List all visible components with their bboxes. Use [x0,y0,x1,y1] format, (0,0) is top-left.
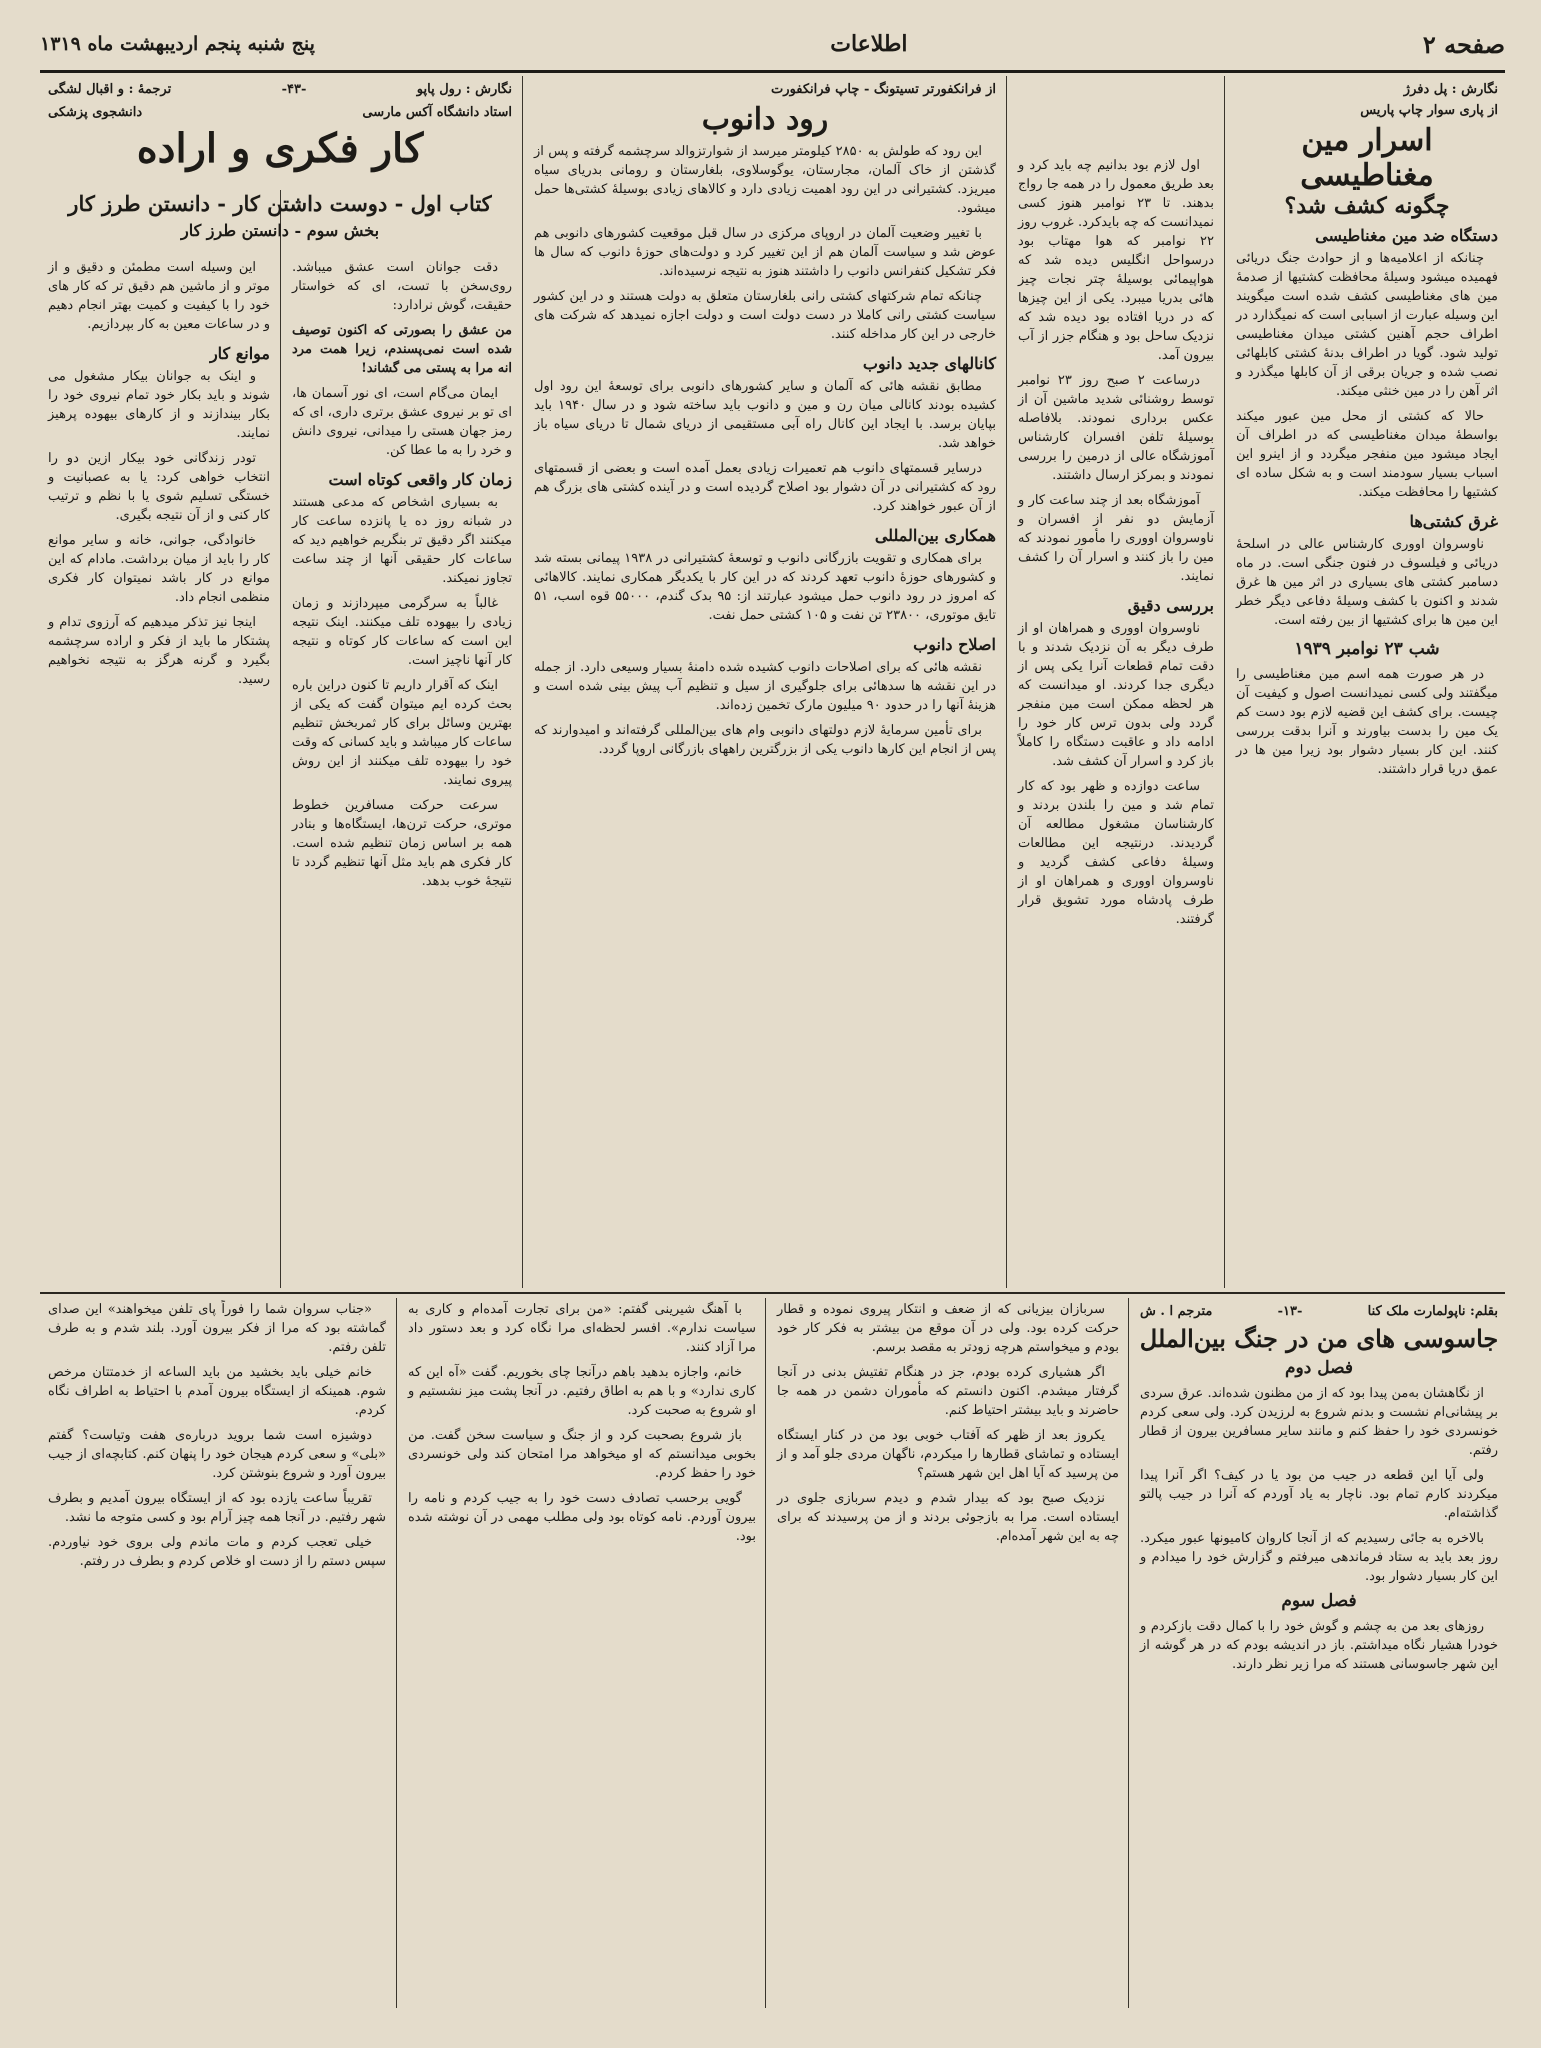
masthead [40,18,1505,73]
paragraph: سرعت حرکت مسافرین خطوط موتری، حرکت ترن‌ها، ایستگاه‌ها و بنادر همه بر اساس زمان تنظیم شده است. کار فکری هم باید مثل آنها تنظیم گردد تا نتیجهٔ خوب بدهد. [292,798,512,889]
magnetic-mine-article [1232,78,1502,1288]
column-rule [280,190,281,1288]
paragraph: و اینک به جوانان بیکار مشغول می شوند و باید بکار خود تمام نیروی خود را بکار بیندازند و از کارهای بیهوده پرهیز نمایند. [48,369,270,441]
article-part: بخش سوم - دانستن طرز کار [180,221,380,240]
paragraph: مطابق نقشه هائی که آلمان و سایر کشورهای دانوبی برای توسعهٔ این رود اول کشیده بودند کانالی میان رن و مین و دانوب باید ساخته شود و در سال ۱۹۴۰ باید بپایان برسد. با ایجاد این کانال راه آبی مستقیمی از دریای شمال تا دریای سیاه باز خواهد شد. [534,378,997,451]
paragraph: درساعت ۲ صبح روز ۲۳ نوامبر توسط روشنائی شدید ماشین آن از عکس برداری نمودند. بلافاصله بوسیلهٔ تلفن افسران کارشناس آموزشگاه عالی از درمین را بررسی نمودند و بمرکز ارسال داشتند. [1018,373,1214,483]
paragraph: غالباً به سرگرمی میپردازند و زمان زیادی را بیهوده تلف میکنند. اینک نتیجه این است که ساعات کار کوتاه و نتیجه کار آنها ناچیز است. [292,596,512,668]
paragraph: خانوادگی، جوانی، خانه و سایر موانع کار را باید از میان برداشت. مادام که این موانع در کار باشد نمیتوان کار فکری منظمی انجام داد. [48,533,270,605]
paragraph: ناوسروان اوورى و همراهان او از طرف دیگر به آن نزدیک شدند و با دقت تمام قطعات آنرا یکی پس از دیگری جدا کردند. او میدانست که هر لحظه ممکن است مین منفجر گردد ولی بدون ترس کار خود را ادامه داد و عاقبت دستگاه را کاملاً باز کرد و اسرار آن کشف شد. [1018,621,1214,769]
article-subtitle: چگونه کشف شد؟ [1284,193,1450,219]
willpower-subheads [44,192,516,254]
paragraph: با آهنگ شیرینی گفتم: «من برای تجارت آمده‌ام و کاری به سیاست ندارم». افسر لحظه‌ای مرا نگاه کرد و بعد دستور داد مرا آزاد کنند. [408,1302,756,1355]
paragraph: خانم، واجازه بدهید باهم درآنجا چای بخوریم. گفت «آه این که کاری ندارد» و با هم به اطاق رفتیم. در آنجا پشت میز نشستیم و او شروع به صحبت کرد. [408,1365,756,1418]
paragraph: اینجا نیز تذکر میدهیم که آرزوی تدام و پشتکار ما باید از فکر و اراده سرچشمه بگیرد و گرنه هرگز به نتیجه نخواهیم رسید. [48,615,270,687]
paragraph: دوشیزه است شما بروید درباره‌ی هفت وتیاست؟ گفتم «بلی» و سعی کردم هیجان خود را پنهان کنم. کتابچه‌ای از جیب بیرون آورد و شروع بنوشتن کرد. [48,1428,386,1481]
paragraph: چنانکه از اعلامیه‌ها و از حوادث جنگ دریائی فهمیده میشود وسیلهٔ محافظت کشتیها از صدمهٔ مین های مغناطیسی کشف شده است میگویند این وسیله عبارت از اسبابی است که نمیگذارد در اطراف حجم آهنین کشتی میدان مغناطیسی تولید شود. گویا در اطراف بدنهٔ کشتی کابلهائی نصب شده و جریان برقی از آن کابلها میگذرد و اثر آهن را در مین خنثی میکند. [1236,251,1498,399]
paragraph: برای همکاری و تقویت بازرگانی دانوب و توسعهٔ کشتیرانی در ۱۹۳۸ پیمانی بسته شد و کشورهای حوزهٔ دانوب تعهد کردند که در این کار با یکدیگر همکاری نمایند. کالاهائی که امروز در رود دانوب حمل میشود عبارتند از: ۹۵ بدک گندم، ۵۵۰۰۰ قوه اسب، ۵۱ تایق موتوری، ۲۳۸۰۰ تن نفت و ۱۰۵ کشتی حمل نفت. [534,550,996,623]
paragraph: دقت جوانان است عشق میباشد. روی‌سخن با تست، ای که خواستار حقیقت، گوش نرادارد: [292,260,512,313]
paragraph: این رود که طولش به ۲۸۵۰ کیلومتر میرسد از شوارتزوالد سرچشمه گرفته و پس از گذشتن از خاک آلمان، مجارستان، یوگوسلاوی، بلغارستان و رومانی بدریای سیاه میریزد. کشتیرانی در این رود اهمیت زیادی دارد و کالاهای زیادی بوسیلهٔ کشتی‌ها حمل میشود. [534,143,996,216]
article-title: رود دانوب [701,102,829,137]
willpower-header [44,78,516,190]
article-author: بقلم: ناپولمارت ملک کنا [1367,1304,1498,1319]
translator-title: دانشجوی پزشکی [48,105,143,120]
dated-heading: شب ۲۳ نوامبر ۱۹۳۹ [1294,639,1440,659]
section-divider [40,1292,1505,1294]
column-rule [1128,1298,1129,2008]
danube-article [530,78,1000,1288]
credits-row [48,103,512,122]
paragraph: تودر زندگانی خود بیکار ازین دو را انتخاب خواهی کرد: یا به عصبانیت و خستگی تسلیم شوی یا با نظم و ترتیب کار کنی و از آن نتیجه بگیری. [48,451,270,523]
column-rule [1006,76,1007,1288]
section-heading: بررسی دقیق [1127,596,1214,615]
paragraph: حالا که کشتی از محل مین عبور میکند بواسطهٔ میدان مغناطیسی که در اطراف آن ایجاد میشود مین منفجر میگردد و از اینرو این اسباب بسیار سودمند است و به شکل ساده ای کشتیها را محافظت میکند. [1236,409,1498,500]
paragraph: این وسیله است مطمئن و دقیق و از موتر و از ماشین هم دقیق تر که کار های خود را با کیفیت و کمیت بهتر انجام دهیم و در ساعات معین به کار بپردازیم. [48,260,270,332]
column-rule [1224,76,1225,1288]
magnetic-mine-continuation [1014,156,1218,1288]
spies-column-3 [404,1300,760,2006]
section-heading: اصلاح دانوب [913,634,996,654]
paragraph: سربازان بیزیانی که از ضعف و انتکار پیروی نموده و قطار حرکت کرده بود. ولی در آن موقع من بیشتر به فکر کار خود بودم و میخواستم هرچه زودتر به مقصد برسم. [777,1302,1119,1355]
paragraph: ناوسروان اوورى کارشناس عالی در اسلحهٔ دریائی و فیلسوف در فنون جنگی است. در ماه دسامبر کشتی های بسیاری در اثر مین ها غرق شدند و اکنون با کشف وسیلهٔ دفاعی دیگر خطر این مین ها برای کشتیها از بین رفته است. [1236,537,1498,628]
article-title: کار فکری و اراده [136,125,424,172]
article-subtitle: کتاب اول - دوست داشتن کار - دانستن طرز کار [68,192,492,216]
article-source: از فرانکفورتر تسیتونگ - چاپ فرانکفورت [771,82,996,97]
article-translator: مترجم ا . ش [1140,1304,1213,1319]
issue-date: پنج شنبه پنجم اردیبهشت ماه ۱۳۱۹ [40,33,315,55]
section-heading: موانع کار [209,344,270,363]
article-translator: ترجمهٔ : و اقبال لشگی [48,82,172,97]
section-heading: همکاری بین‌المللی [874,525,996,545]
column-rule [396,1298,397,2008]
paragraph: روزهای بعد من به چشم و گوش خود را با کمال دقت بازکردم و خودرا هشیار نگاه میداشتم. باز در اندیشه بودم که در هر گوشه از این شهر جاسوسانی هستند که مرا زیر نظر دارند. [1140,1618,1498,1672]
chapter-heading: فصل دوم [1285,1357,1353,1378]
article-title: جاسوسی های من در جنگ بین‌الملل [1139,1324,1499,1353]
paragraph: یکروز بعد از ظهر که آفتاب خوبی بود من در کنار ایستگاه ایستاده و تماشای قطارها را میکردم، ناگهان مردی جلو آمد و از من پرسید که آیا اهل این شهر هستم؟ [777,1428,1119,1481]
paragraph: ساعت دوازده و ظهر بود که کار تمام شد و مین را بلندن بردند و کارشناسان مشغول مطالعه آن گردیدند. درنتیجه این مطالعات وسیلهٔ دفاعی کشف گردید و ناوسروان اوورى و همراهان او از طرف پادشاه مورد تشویق قرار گرفتند. [1018,779,1214,927]
paragraph: درسایر قسمتهای دانوب هم تعمیرات زیادی بعمل آمده است و بعضی از قسمتهای رود که کشتیرانی در آن دشوار بود اصلاح گردیده است و در آینده کشتی های بزرگ هم از آن عبور خواهند کرد. [534,460,996,514]
chapter-heading: فصل سوم [1281,1590,1357,1611]
paragraph: خیلی تعجب کردم و مات ماندم ولی بروی خود نیاوردم. سپس دستم را از دست او خلاص کردم و بطرف در رفتم. [48,1535,386,1569]
spies-column-4 [44,1300,390,2006]
article-author: نگارش : رول پاپو [416,82,512,97]
paragraph: اول لازم بود بدانیم چه باید کرد و بعد طریق معمول را در همه جا رواج بدهند. تا ۲۳ نوامبر هنوز کسی نمیدانست که چه بایدکرد. غروب روز ۲۲ نوامبر که هوا مهتاب بود درسواحل انگلیس دیده شد که هواپیمائی بوسیلهٔ چتر نجات چیز هائی بدریا میبرد. یکی از این چیزها که در دریا افتاده بود دیده شد که نزدیک ساحل بود و هنگام جزر از آب بیرون آمد. [1018,158,1214,363]
page-number: صفحه ۲ [1422,29,1505,59]
paragraph: گویی برحسب تصادف دست خود را به جیب کردم و نامه را بیرون آوردم. نامه کوتاه بود ولی مطلب مهمی در آن نوشته شده بود. [408,1491,756,1544]
article-title: اسرار مین مغناطیسی [1300,123,1434,193]
series-number: -۱۳- [1277,1304,1303,1319]
paragraph: چنانکه تمام شرکتهای کشتی رانی بلغارستان متعلق به دولت هستند و در این کشور سیاست کشتی رانی کاملا در دست دولت است و دولت اجازه نمیدهد که شرکت های خارجی در این کار مداخله کنند. [534,288,996,342]
willpower-column-right [288,258,516,1288]
paragraph: به بسیاری اشخاص که مدعی هستند در شبانه روز ده یا پانزده ساعت کار میکنند اگر دقیق تر بنگریم خواهیم دید که ساعات کار حقیقی آنها از چند ساعت تجاوز نمیکند. [292,495,512,586]
willpower-column-left [44,258,274,1288]
section-heading: کانالهای جدید دانوب [862,353,996,373]
author-title: استاد دانشگاه آکس مارسی [362,105,512,120]
paragraph: باز شروع بصحبت کرد و از جنگ و سیاست سخن گفت. من بخوبی میدانستم که او میخواهد مرا امتحان کند ولی خونسردی خود را حفظ کردم. [408,1428,756,1481]
paragraph: در هر صورت همه اسم مین مغناطیسی را میگفتند ولی کسی نمیدانست اصول و کیفیت آن چیست. برای کشف این قضیه لازم بود دست کم یک مین را بدست بیاورند و آنرا بدقت بررسی کنند. این کار بسیار دشوار بود زیرا مین ها در عمق دریا قرار داشتند. [1236,667,1498,777]
paragraph: ولی آیا این قطعه در جیب من بود یا در کیف؟ اگر آنرا پیدا میکردند کارم تمام بود. ناچار به یاد آوردم که آنرا در جیب پالتو گذاشته‌ام. [1140,1467,1498,1521]
paragraph: تقریباً ساعت یازده بود که از ایستگاه بیرون آمدیم و بطرف شهر رفتیم. در آنجا همه چیز آرام بود و کسی متوجه ما نشد. [48,1491,386,1525]
section-heading: غرق کشتی‌ها [1409,512,1498,531]
boxed-quote: من عشق را بصورتی که اکنون توصیف شده است نمی‌پسندم، زیرا همت مرد انه مرا به پستی می گشاند! [292,323,512,376]
article-source: از پاری سوار چاپ پاریس [1360,103,1498,118]
credits-row [1140,1302,1498,1321]
paragraph: اینک که آقرار داریم تا کنون دراین باره بحث کرده ایم میتوان گفت که یکی از بهترین وسائل برای کار ثمربخش تنظیم ساعات کار میباشد و باید کسانی که وقت خود را بیهوده تلف میکنند از این روش پیروی نمایند. [292,678,512,788]
paragraph: آموزشگاه بعد از چند ساعت کار و آزمایش دو نفر از افسران و ناوسروان اوورى را مأمور نمودند که مین را باز کنند و اسرار آن را کشف نمایند. [1018,493,1214,584]
spies-column-2 [773,1300,1123,2006]
paragraph: نقشه هائی که برای اصلاحات دانوب کشیده شده دامنهٔ بسیار وسیعی دارد. از جمله در این نقشه ها سدهائی برای جلوگیری از سیل و تنظیم آب پیش بینی شده است و هزینهٔ آنها را در حدود ۹۰ میلیون مارک تخمین زده‌اند. [534,659,996,713]
paragraph: برای تأمین سرمایهٔ لازم دولتهای دانوبی وام های بین‌المللی گرفته‌اند و امیدوارند که پس از انجام این کارها دانوب یکی از بزرگترین راههای بازرگانی اروپا گردد. [534,722,996,757]
column-rule [522,76,523,1288]
paragraph: اگر هشیاری کرده بودم، جز در هنگام تفتیش بدنی در آنجا گرفتار میشدم. اکنون دانستم که مأموران دشمن در همه جا حاضرند و باید بیشتر احتیاط کنم. [777,1365,1119,1418]
paragraph: نزدیک صبح بود که بیدار شدم و دیدم سربازی جلوی در ایستاده است. مرا به بازجوئی بردند و از من پرسیدند که برای چه به این شهر آمده‌ام. [777,1491,1119,1544]
credits-row [48,80,512,99]
paragraph: با تغییر وضعیت آلمان در اروپای مرکزی در سال قبل موقعیت کشورهای دانوبی هم عوض شد و سیاست آلمان هم از این تغییر کرد و دولت‌های حوزهٔ دانوب که سال ها فکر تشکیل کنفرانس دانوب را داشتند هنوز به نتیجه نرسیده‌اند. [534,225,996,279]
paragraph: ایمان می‌گام است، ای نور آسمان ها، ای تو بر نیروی عشق برتری داری، ای که رمز جهان هستی را میدانی، نیروی دانش و خرد را به ما عطا کن. [292,386,512,458]
series-number: -۴۳- [281,82,307,97]
column-rule [765,1298,766,2008]
paragraph: خانم خیلی باید بخشید من باید الساعه از خدمتتان مرخص شوم. همینکه از ایستگاه بیرون آمدم با احتیاط به اطراف نگاه کردم. [48,1365,386,1418]
spies-article [1136,1300,1502,2006]
paragraph: بالاخره به جائی رسیدیم که از آنجا کاروان کامیونها عبور میکرد. روز بعد باید به ستاد فرماندهی میرفتم و گزارش خود را میدادم و این کار بسیار دشوار بود. [1140,1530,1498,1584]
paragraph: «جناب سروان شما را فوراً پای تلفن میخواهند» این صدای گماشته بود که مرا از فکر بیرون آورد. بلند شدم و به طرف تلفن رفتم. [48,1302,386,1355]
article-author: نگارش : پل دفرژ [1403,82,1498,97]
section-heading: زمان کار واقعی کوتاه است [328,470,512,489]
section-heading: دستگاه ضد مین مغناطیسی [1315,226,1498,245]
paragraph: از نگاهشان به‌من پیدا بود که از من مظنون شده‌اند. عرق سردی بر پیشانی‌ام نشست و بدنم شروع به لرزیدن کرد. ولی سعی کردم خونسردی خود را حفظ کنم و مانند سایر مسافرین بیرون از قطار رفتم. [1140,1385,1498,1458]
newspaper-name: اطلاعات [830,31,908,57]
